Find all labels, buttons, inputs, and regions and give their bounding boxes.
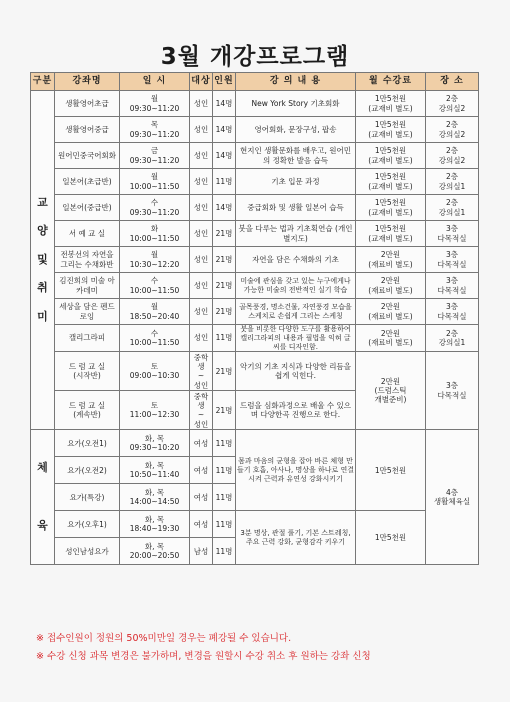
course-content: 현지인 생활문화를 배우고, 원어민의 정확한 발음 습득 [236, 143, 356, 169]
course-schedule: 화, 목 09:30~10:20 [120, 430, 190, 457]
course-target: 여성 [190, 457, 213, 484]
course-target: 중학생 ~ 성인 [190, 391, 213, 430]
course-place: 3층 다목적실 [426, 273, 479, 299]
course-name: 요가(특강) [55, 484, 120, 511]
course-name: 김진희의 미술 아카데미 [55, 273, 120, 299]
course-capacity: 11명 [213, 511, 236, 538]
category-sports: 체 육 [31, 430, 55, 565]
program-table [30, 72, 479, 565]
course-capacity: 14명 [213, 195, 236, 221]
course-target: 여성 [190, 511, 213, 538]
course-content: New York Story 기초회화 [236, 91, 356, 117]
course-capacity: 21명 [213, 391, 236, 430]
header-place: 장 소 [426, 73, 479, 91]
course-name: 드 럼 교 실 (시작반) [55, 352, 120, 391]
course-target: 성인 [190, 273, 213, 299]
course-place: 2층 강의실1 [426, 325, 479, 352]
table-row [31, 325, 479, 352]
course-fee: 2만원 (재료비 별도) [356, 299, 426, 325]
course-capacity: 21명 [213, 299, 236, 325]
course-target: 여성 [190, 484, 213, 511]
course-place: 3층 다목적실 [426, 221, 479, 247]
table-row [31, 299, 479, 325]
header-capacity: 인원 [213, 73, 236, 91]
course-name: 전봉선의 자연을 그리는 수채화반 [55, 247, 120, 273]
course-schedule: 목 09:30~11:20 [120, 117, 190, 143]
course-schedule: 월 18:50~20:40 [120, 299, 190, 325]
course-content: 붓을 비롯한 다양한 도구를 활용하여 캘리그라피의 내용과 필법을 익혀 글씨를 디자인함. [236, 325, 356, 352]
table-row [31, 430, 479, 457]
course-content: 악기의 기초 지식과 다양한 리듬을 쉽게 익힌다. [236, 352, 356, 391]
course-content: 붓을 다루는 법과 기초획연습 (개인별지도) [236, 221, 356, 247]
table-row [31, 273, 479, 299]
note-line: ※ 접수인원이 정원의 50%미만일 경우는 폐강될 수 있습니다. [36, 633, 292, 644]
course-capacity: 21명 [213, 273, 236, 299]
table-row [31, 221, 479, 247]
course-schedule: 수 10:00~11:50 [120, 273, 190, 299]
course-capacity: 21명 [213, 352, 236, 391]
header-content: 강 의 내 용 [236, 73, 356, 91]
course-capacity: 11명 [213, 325, 236, 352]
course-place: 3층 다목적실 [426, 352, 479, 430]
course-target: 여성 [190, 430, 213, 457]
course-target: 성인 [190, 325, 213, 352]
course-target: 성인 [190, 299, 213, 325]
course-capacity: 21명 [213, 247, 236, 273]
course-name: 요가(오후1) [55, 511, 120, 538]
course-target: 성인 [190, 117, 213, 143]
course-content: 중급회화 및 생활 일본어 습득 [236, 195, 356, 221]
table-row [31, 511, 479, 538]
course-place: 4층 생활체육실 [426, 430, 479, 565]
course-place: 3층 다목적실 [426, 247, 479, 273]
course-target: 성인 [190, 195, 213, 221]
header-fee: 월 수강료 [356, 73, 426, 91]
course-target: 성인 [190, 143, 213, 169]
course-place: 2층 강의실2 [426, 91, 479, 117]
header-schedule: 일 시 [120, 73, 190, 91]
header-category: 구분 [31, 73, 55, 91]
course-target: 성인 [190, 169, 213, 195]
note-line: ※ 수강 신청 과목 변경은 불가하며, 변경을 원할시 수강 취소 후 원하는 강좌 신청 [36, 651, 371, 662]
table-row [31, 143, 479, 169]
course-capacity: 14명 [213, 91, 236, 117]
course-name: 일본어(중급반) [55, 195, 120, 221]
course-place: 2층 강의실1 [426, 195, 479, 221]
course-fee: 1만5천원 (교재비 별도) [356, 195, 426, 221]
table-row [31, 169, 479, 195]
course-name: 드 럼 교 실 (계속반) [55, 391, 120, 430]
course-name: 성인남성요가 [55, 538, 120, 565]
course-content: 자연을 담은 수채화의 기초 [236, 247, 356, 273]
notes [36, 630, 496, 666]
course-capacity: 11명 [213, 430, 236, 457]
table-row [31, 247, 479, 273]
course-capacity: 11명 [213, 538, 236, 565]
course-name: 요가(오전2) [55, 457, 120, 484]
course-content: 기초 입문 과정 [236, 169, 356, 195]
course-content: 영어회화, 문장구성, 팝송 [236, 117, 356, 143]
course-capacity: 21명 [213, 221, 236, 247]
course-target: 남성 [190, 538, 213, 565]
course-target: 성인 [190, 221, 213, 247]
course-name: 원어민중국어회화 [55, 143, 120, 169]
course-target: 성인 [190, 91, 213, 117]
course-name: 캘리그라피 [55, 325, 120, 352]
course-capacity: 11명 [213, 484, 236, 511]
course-fee: 1만5천원 (교재비 별도) [356, 117, 426, 143]
course-schedule: 화, 목 14:00~14:50 [120, 484, 190, 511]
course-schedule: 화, 목 10:50~11:40 [120, 457, 190, 484]
table-row [31, 352, 479, 391]
course-capacity: 14명 [213, 143, 236, 169]
course-place: 2층 강의실2 [426, 143, 479, 169]
course-fee: 1만5천원 [356, 430, 426, 511]
course-fee: 1만5천원 (교재비 별도) [356, 143, 426, 169]
course-content: 드럼을 심화과정으로 배울 수 있으며 다양한곡 진행으로 한다. [236, 391, 356, 430]
course-name: 요가(오전1) [55, 430, 120, 457]
header-target: 대상 [190, 73, 213, 91]
course-schedule: 금 09:30~11:20 [120, 143, 190, 169]
course-schedule: 수 09:30~11:20 [120, 195, 190, 221]
course-fee: 1만5천원 [356, 511, 426, 565]
course-target: 중학생 ~ 성인 [190, 352, 213, 391]
course-schedule: 수 10:00~11:50 [120, 325, 190, 352]
course-name: 세상을 담은 펜드로잉 [55, 299, 120, 325]
course-schedule: 화, 목 18:40~19:30 [120, 511, 190, 538]
course-content: 몸과 마음의 균형을 잡아 바른 체형 만들기 호흡, 아사나, 명상을 하나로 연결시켜 근력과 유연성 강화시키기 [236, 430, 356, 511]
course-content: 골목풍경, 명소건물, 자연풍경 모습을 스케치로 손쉽게 그리는 스케칭 [236, 299, 356, 325]
course-schedule: 월 09:30~11:20 [120, 91, 190, 117]
page-title: 3월 개강프로그램 [160, 44, 350, 70]
category-culture: 교 양 및 취 미 [31, 91, 55, 430]
course-schedule: 화, 목 20:00~20:50 [120, 538, 190, 565]
header-course: 강좌명 [55, 73, 120, 91]
course-fee: 2만원 (재료비 별도) [356, 273, 426, 299]
course-target: 성인 [190, 247, 213, 273]
course-fee: 2만원 (재료비 별도) [356, 247, 426, 273]
course-name: 일본어(초급반) [55, 169, 120, 195]
course-content: 3분 명상, 관절 풀기, 기본 스트레칭, 주요 근력 강화, 균형감각 키우기 [236, 511, 356, 565]
course-fee: 1만5천원 (교재비 별도) [356, 91, 426, 117]
course-fee: 2만원 (재료비 별도) [356, 325, 426, 352]
course-schedule: 월 10:00~11:50 [120, 169, 190, 195]
course-schedule: 화 10:00~11:50 [120, 221, 190, 247]
course-fee: 1만5천원 (교재비 별도) [356, 221, 426, 247]
course-capacity: 14명 [213, 117, 236, 143]
course-capacity: 11명 [213, 457, 236, 484]
course-content: 미술에 관심을 갖고 있는 누구에게나 가능한 미술의 전반적인 실기 학습 [236, 273, 356, 299]
course-place: 3층 다목적실 [426, 299, 479, 325]
course-capacity: 11명 [213, 169, 236, 195]
course-name: 생활영어초급 [55, 91, 120, 117]
table-row [31, 117, 479, 143]
course-name: 생활영어중급 [55, 117, 120, 143]
course-place: 2층 강의실2 [426, 117, 479, 143]
course-name: 서 예 교 실 [55, 221, 120, 247]
course-fee: 2만원 (드럼스틱 개별준비) [356, 352, 426, 430]
course-place: 2층 강의실1 [426, 169, 479, 195]
table-row [31, 91, 479, 117]
table-row [31, 195, 479, 221]
course-schedule: 월 10:30~12:20 [120, 247, 190, 273]
course-schedule: 토 09:00~10:30 [120, 352, 190, 391]
course-schedule: 토 11:00~12:30 [120, 391, 190, 430]
course-fee: 1만5천원 (교재비 별도) [356, 169, 426, 195]
header-row [31, 73, 479, 91]
